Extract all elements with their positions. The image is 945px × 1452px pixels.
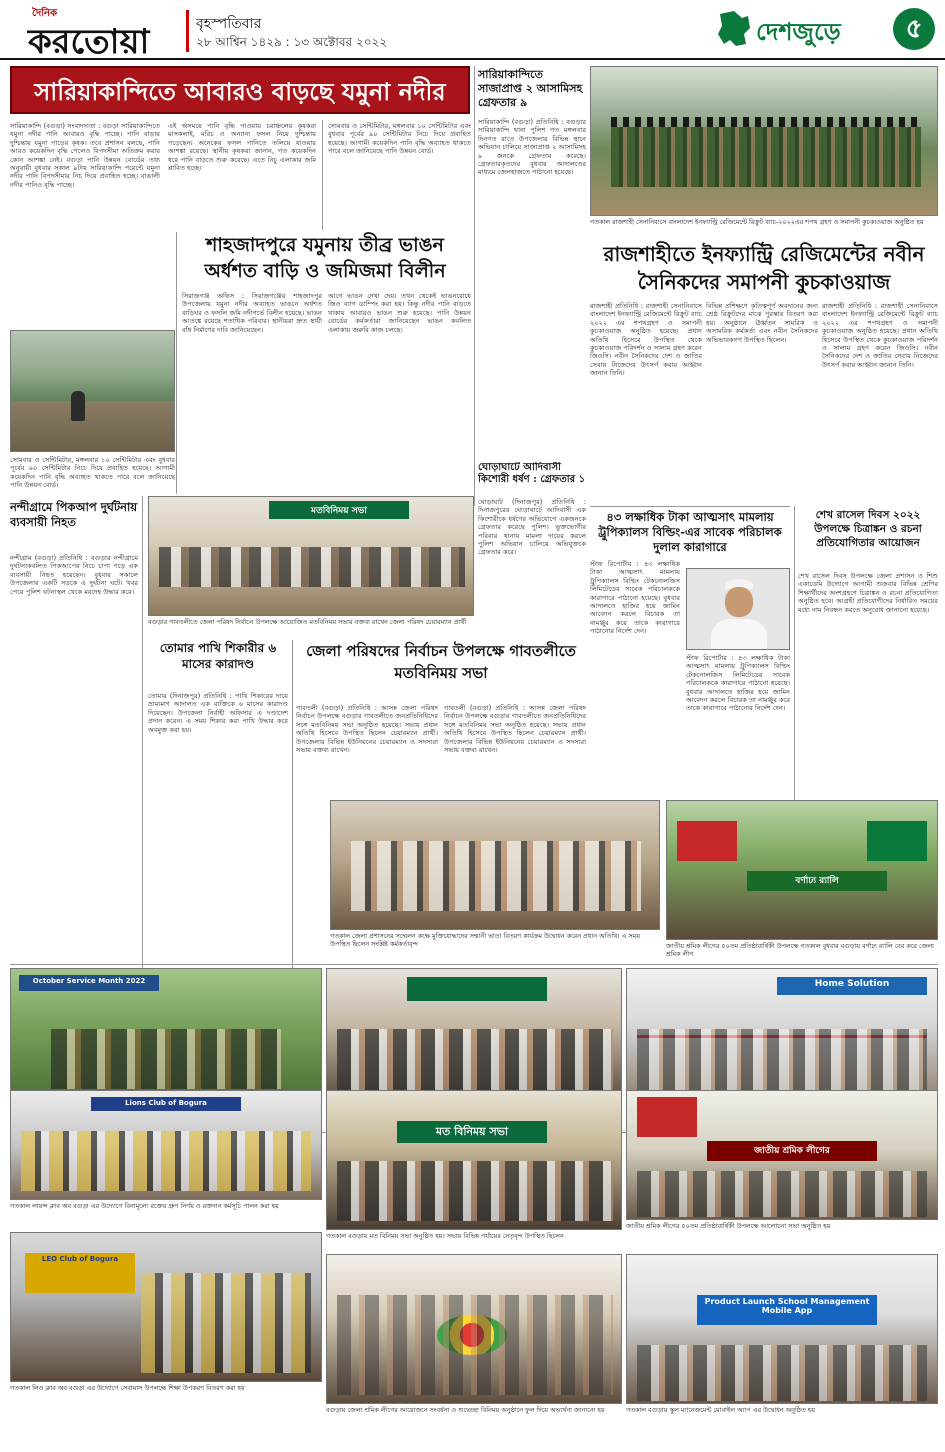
- column-rule: [794, 506, 795, 800]
- launch-guests: [637, 1345, 927, 1401]
- page-number: ৫: [893, 8, 935, 50]
- headline-a1: সারিয়াকান্দিতে আবারও বাড়ছে যমুনা নদীর: [10, 66, 470, 114]
- bangladesh-map-icon: [712, 8, 754, 50]
- home-solution-banner: Home Solution: [777, 977, 927, 995]
- header-divider: [186, 10, 189, 52]
- labour-league-photo: [626, 1090, 938, 1220]
- labour-league-caption: জাতীয় শ্রমিক লীগের ৫০তম প্রতিষ্ঠাবার্ষিকী উপলক্ষে আলোচনা সভা অনুষ্ঠিত হয়: [626, 1222, 831, 1230]
- audience-group: [337, 1029, 613, 1099]
- riverbank-shape: [11, 401, 175, 452]
- article-a1-body-2: এই অসময়ে পানি বৃদ্ধি পাওয়ায় চরাঞ্চলের কৃষকরা মাসকলাই, মরিচ ও অন্যান্য ফসল নিয়ে দুশ্চিন্তায় পড়েছেন। অনেকের ফসল পানিতে তলিয়ে যাওয়ার আশঙ্কা রয়েছে। স্থানীয় কৃষকরা জানান, গত কয়েকদিন ধরে পানি বাড়তে শুরু করেছে। এতে নিচু এলাকার জমি প্লাবিত হচ্ছে।: [168, 122, 316, 173]
- column-rule: [322, 120, 323, 230]
- parade-caption: গতকাল রাজশাহী সেনানিবাসে বাংলাদেশ ইনফ্যান্ট্রি রেজিমেন্টে রিক্রুট ব্যাচ-২০২২এর শপথ গ্রহণ ও সমাপনী কুচকাওয়াজ অনুষ্ঠিত হয়: [590, 218, 924, 226]
- face-shape: [725, 587, 753, 617]
- leo-club-photo: [10, 1232, 322, 1382]
- article-a3-body: সারিয়াকান্দি (বগুড়া) প্রতিনিধি : বগুড়ার সারিয়াকান্দি থানা পুলিশ গত মঙ্গলবার দিনগত রাতে উপজেলার বিভিন্ন স্থানে অভিযান চালিয়ে সাজাপ্রাপ্ত ২ আসামিসহ ৯ জনকে গ্রেফতার করেছে। গ্রেফতারকৃতদের বুধবার আদালতের মাধ্যমে জেলহাজতে পাঠানো হয়েছে।: [478, 118, 586, 177]
- issue-date: ২৮ আশ্বিন ১৪২৯ : ১৩ অক্টোবর ২০২২: [196, 35, 388, 49]
- article-a6-body: শেখ রাসেল দিবস উপলক্ষে জেলা প্রশাসন ও শিশু একাডেমি উদ্যোগে আগামী শুক্রবার বিভিন্ন শ্রেণির শিক্ষার্থীদের অংশগ্রহণে চিত্রাঙ্কন ও রচনা প্রতিযোগিতা অনুষ্ঠিত হবে। আগ্রহী প্রতিযোগীদের নির্ধারিত সময়ের মধ্যে নাম নিবন্ধন করতে অনুরোধ জানানো হয়েছে।: [798, 572, 938, 614]
- labour-rally-caption: জাতীয় শ্রমিক লীগের ৫০তম প্রতিষ্ঠাবার্ষিকী উপলক্ষে গতকাল বুধবার বগুড়ায় বর্ণাঢ্য র‍্যালি বের করে জেলা শ্রমিক লীগ: [666, 942, 934, 958]
- article-a5-body-3: রাজশাহী প্রতিনিধি : রাজশাহী সেনানিবাসে বাংলাদেশ ইনফ্যান্ট্রি রেজিমেন্টে রিক্রুট ব্যাচ ২০২২ এর শপথগ্রহণ ও সমাপনী কুচকাওয়াজ অনুষ্ঠিত হয়েছে। প্রধান অতিথি হিসেবে উপস্থিত থেকে কুচকাওয়াজ পরিদর্শন ও সালাম গ্রহণ করেন জিওসি। নবীন সৈনিকদের দেশ ও জাতির সেবায় নিজেদের উৎসর্গ করার আহ্বান জানান তিনি।: [822, 302, 938, 369]
- headline-a2: শাহজাদপুরে যমুনায় তীব্র ভাঙন অর্ধশত বাড়ি ও জমিজমা বিলীন: [204, 234, 446, 282]
- views-exchange-photo: [326, 1090, 622, 1230]
- jubodal-photo: [326, 968, 622, 1108]
- article-a10-body-2: গাবতলী (বগুড়া) প্রতিনিধি : আসন্ন জেলা পরিষদ নির্বাচন উপলক্ষে বগুড়ার গাবতলীতে জনপ্রতিনিধিদের সঙ্গে মতবিনিময় সভা অনুষ্ঠিত হয়েছে। সভায় প্রধান অতিথি হিসেবে উপস্থিত ছিলেন চেয়ারম্যান প্রার্থী। উপজেলার বিভিন্ন ইউনিয়নের চেয়ারম্যান ও সদস্যরা সভায় বক্তব্য রাখেন।: [444, 704, 586, 755]
- participants: [337, 1295, 613, 1395]
- red-flag: [677, 821, 737, 861]
- article-a7-body-2: স্টাফ রিপোর্টার : ৪৩ লক্ষাধিক টাকা আত্মসাৎ মামলায় ট্রুপিক্যালস বিল্ডিং টেকনোলজিস লিমিটেডের সাবেক পরিচালককে কারাগারে পাঠানো হয়েছে। বুধবার আদালতে হাজির হয়ে জামিন আবেদন করলে বিচারক তা নামঞ্জুর করে তাকে কারাগারে পাঠানোর নির্দেশ দেন।: [686, 654, 790, 713]
- masthead: [0, 0, 945, 60]
- headline-a3: সারিয়াকান্দিতে সাজাপ্রাপ্ত ২ আসামিসহ গ্রেফতার ৯: [478, 68, 583, 109]
- blood-grouping-photo: [10, 1090, 322, 1200]
- article-a2-body-2: আগে ভাঙন দেখা দেয়। তখন থেকেই ভাঙনরোধে জিও ব্যাগ ডাম্পিং করা হয়। কিন্তু নদীর পানি বাড়তে থাকায় আবারও ভাঙন শুরু হয়েছে। পানি উন্নয়ন বোর্ডের কর্মকর্তারা জানিয়েছেন ভাঙন কবলিত এলাকায় জরুরি কাজ চলছে।: [328, 292, 471, 334]
- home-solution-photo: [626, 968, 938, 1108]
- people-group: [351, 841, 641, 911]
- tree-plantation-photo: [10, 968, 322, 1108]
- green-flag: [867, 821, 927, 861]
- views-exchange-banner: মত বিনিময় সভা: [397, 1121, 547, 1143]
- column-rule: [474, 66, 475, 506]
- column-rule: [292, 640, 293, 996]
- person-figure: [71, 391, 85, 421]
- newspaper-logo: করতোয়া: [28, 22, 150, 62]
- article-a2-body: সিরাজগঞ্জ অফিস : সিরাজগঞ্জের শাহজাদপুর উপজেলায় যমুনা নদীর অব্যাহত ভাঙনে অর্ধশত বাড়িঘর ও ফসলি জমি নদীগর্ভে বিলীন হয়েছে। ভাঙন আতঙ্কে রয়েছে শতাধিক পরিবার। স্থানীয়রা দ্রুত স্থায়ী বাঁধ নির্মাণের দাবি জানিয়েছেন।: [182, 292, 322, 334]
- lions-banner: Lions Club of Bogura: [91, 1097, 241, 1111]
- labour-rally-photo: [666, 800, 938, 940]
- jubodal-banner: [407, 977, 547, 1001]
- volunteers-group: [51, 1029, 281, 1089]
- article-a1-body-3: সোমবার ও সেন্টিমিটার, মঙ্গলবার ১০ সেন্টিমিটার এবং বুধবার পূর্বের ৯০ সেন্টিমিটার নিচে দিয়ে প্রবাহিত হয়েছে। আগামী কয়েকদিন পানি বৃদ্ধি অব্যাহত থাকতে পারে বলে জানিয়েছে পানি উন্নয়ন বোর্ড।: [328, 122, 471, 156]
- volunteers-row: [21, 1131, 311, 1191]
- blood-grouping-caption: গতকাল লায়ন্স ক্লাব অব বগুড়া এর উদ্যোগে বিনামূল্যে রক্তের গ্রুপ নির্ণয় ও রক্তদান কর্মসূচি পালন করা হয়: [10, 1202, 279, 1210]
- article-a1-body: সারিয়াকান্দি (বগুড়া) সংবাদদাতা : বগুড়া সারিয়াকান্দিতে যমুনা নদীর পানি আবারও বৃদ্ধি পাচ্ছে। পানি বাড়ায় দুশ্চিন্তায় যমুনা পাড়ের কৃষক। তবে প্রশাসন বলছে, পানি আরও কয়েকদিন বৃদ্ধি পেলেও বিপদসীমা অতিক্রম করার কোন আশঙ্কা নেই। বগুড়া পানি উন্নয়ন বোর্ডের তথ্য অনুযায়ী বুধবার সকাল ৯টায় সারিয়াকান্দি পয়েন্টে যমুনা নদীর পানি বিপদসীমার নিচ দিয়ে প্রবাহিত হচ্ছে। বাঙালী নদীর পানিও বৃদ্ধি পাচ্ছে।: [10, 122, 160, 189]
- rally-banner: বর্ণাঢ্য র‍্যালি: [747, 871, 887, 891]
- article-a10-body: গাবতলী (বগুড়া) প্রতিনিধি : আসন্ন জেলা পরিষদ নির্বাচন উপলক্ষে বগুড়ার গাবতলীতে জনপ্রতিনিধিদের সঙ্গে মতবিনিময় সভা অনুষ্ঠিত হয়েছে। সভায় প্রধান অতিথি হিসেবে উপস্থিত ছিলেন চেয়ারম্যান প্রার্থী। উপজেলার বিভিন্ন ইউনিয়নের চেয়ারম্যান ও সদস্যরা সভায় বক্তব্য রাখেন।: [296, 704, 438, 755]
- volunteers-standing: [141, 1273, 311, 1373]
- leo-banner: LEO Club of Bogura: [25, 1253, 135, 1293]
- headline-a10: জেলা পরিষদের নির্বাচন উপলক্ষে গাবতলীতে মতবিনিময় সভা: [306, 642, 576, 682]
- shirt-shape: [711, 619, 767, 650]
- row-rule: [10, 964, 938, 965]
- headline-a8: নন্দীগ্রামে পিকআপ দুর্ঘটনায় ব্যবসায়ী নিহত: [10, 500, 138, 529]
- service-month-banner: October Service Month 2022: [19, 975, 159, 991]
- district-office-photo: [330, 800, 660, 930]
- gabtali-photo-caption: বগুড়ার গাবতলীতে জেলা পরিষদ নির্বাচন উপলক্ষে আয়োজিত মতবিনিময় সভায় বক্তব্য রাখেন জেলা পরিষদ চেয়ারম্যান প্রার্থী: [148, 618, 467, 626]
- app-launch-banner: Product Launch School Management Mobile App: [697, 1295, 877, 1325]
- soldiers-rows: [611, 127, 921, 187]
- leo-club-caption: গতকাল লিও ক্লাব অব বগুড়া এর উদ্যোগে সেবামাস উপলক্ষে শিক্ষা উপকরণ বিতরণ করা হয়: [10, 1384, 245, 1392]
- leaders-row: [637, 1171, 927, 1217]
- meeting-banner: মতবিনিময় সভা: [269, 501, 409, 519]
- article-a8-body: নন্দীগ্রাম (বগুড়া) প্রতিনিধি : বগুড়ার নন্দীগ্রামে দুর্ঘটনাকবলিত পিকআপের নিচে চাপা পড়ে এক ব্যবসায়ী নিহত হয়েছেন। বুধবার সকালে উপজেলার একটি সড়কে এ দুর্ঘটনা ঘটে। খবর পেয়ে পুলিশ ঘটনাস্থল থেকে মরদেহ উদ্ধার করে।: [10, 554, 138, 596]
- column-rule: [142, 496, 143, 996]
- headline-a4: ঘোড়াঘাটে আদিবাসী কিশোরী ধর্ষণ : গ্রেফতার ১: [478, 462, 586, 485]
- column-rule: [176, 232, 177, 494]
- article-a5-body: রাজশাহী প্রতিনিধি : রাজশাহী সেনানিবাসে বাংলাদেশ ইনফ্যান্ট্রি রেজিমেন্টে রিক্রুট ব্যাচ ২০২২ এর শপথগ্রহণ ও সমাপনী কুচকাওয়াজ অনুষ্ঠিত হয়েছে। প্রধান অতিথি হিসেবে উপস্থিত থেকে কুচকাওয়াজ পরিদর্শন ও সালাম গ্রহণ করেন জিওসি। নবীন সৈনিকদের দেশ ও জাতির সেবায় নিজেদের উৎসর্গ করার আহ্বান জানান তিনি।: [590, 302, 702, 378]
- felicitation-caption: বগুড়ায় জেলা শ্রমিক লীগের আয়োজনে সংবর্ধনা ও শুভেচ্ছা বিনিময় অনুষ্ঠানে ফুল দিয়ে অভ্যর্থনা জানানো হয়: [326, 1406, 605, 1414]
- district-office-caption: গতকাল জেলা প্রশাসনের সম্মেলন কক্ষে মুক্তিযোদ্ধাদের সম্মানী ভাতা বিতরণ কার্যক্রম উদ্বোধন করেন প্রধান অতিথি। এ সময় উপস্থিত ছিলেন সংশ্লিষ্ট কর্মকর্তাবৃন্দ: [330, 932, 640, 948]
- article-a4-body: ঘোড়াঘাট (দিনাজপুর) প্রতিনিধি : দিনাজপুরের ঘোড়াঘাটে আদিবাসী এক কিশোরীকে ধর্ষণের অভিযোগে একজনকে গ্রেফতার করেছে পুলিশ। ভুক্তভোগীর পরিবার থানায় মামলা দায়ের করলে পুলিশ অভিযান চালিয়ে অভিযুক্তকে গ্রেফতার করে।: [478, 498, 586, 557]
- parade-photo: [590, 66, 938, 216]
- app-launch-photo: [626, 1254, 938, 1404]
- soldier-caps: [611, 117, 921, 127]
- headline-a7: ৪৩ লক্ষাধিক টাকা আত্মসাৎ মামলায় ট্রুপিক্যালস বিল্ডিং-এর সাবেক পরিচালক দুলাল কারাগারে: [598, 510, 782, 554]
- section-title: দেশজুড়ে: [756, 17, 841, 46]
- headline-a5: রাজশাহীতে ইনফ্যান্ট্রি রেজিমেন্টের নবীন সৈনিকদের সমাপনী কুচকাওয়াজ: [603, 242, 925, 294]
- felicitation-photo: [326, 1254, 622, 1404]
- red-flag: [637, 1097, 697, 1137]
- views-exchange-caption: গতকাল বগুড়ায় মত বিনিময় সভা অনুষ্ঠিত হয়। সভায় বিভিন্ন পর্যায়ের নেতৃবৃন্দ উপস্থিত ছিলেন: [326, 1232, 564, 1240]
- article-a1-continued: সোমবার ও সেন্টিমিটার, মঙ্গলবার ১০ সেন্টিমিটার এবং বুধবার পূর্বের ৯০ সেন্টিমিটার নিচে দিয়ে প্রবাহিত হয়েছে। আগামী কয়েকদিন পানি বৃদ্ধি অব্যাহত থাকতে পারে বলে জানিয়েছে পানি উন্নয়ন বোর্ড।: [10, 456, 175, 490]
- flood-photo: [10, 330, 175, 452]
- article-a9-body: তোমার (দিনাজপুর) প্রতিনিধি : পাখি শিকারের দায়ে ভ্রাম্যমাণ আদালত এক ব্যক্তিকে ৬ মাসের কারাদণ্ড দিয়েছেন। উপজেলা নির্বাহী অফিসার এ দণ্ডাদেশ প্রদান করেন। এ সময় শিকার করা পাখি উদ্ধার করে অবমুক্ত করা হয়।: [148, 692, 288, 734]
- gabtali-meeting-photo: [148, 496, 474, 616]
- seated-people: [159, 547, 465, 587]
- article-a7-body: স্টাফ রিপোর্টার : ৪৩ লক্ষাধিক টাকা আত্মসাৎ মামলায় ট্রুপিক্যালস বিল্ডিং টেকনোলজিস লিমিটেডের সাবেক পরিচালককে কারাগারে পাঠানো হয়েছে। বুধবার আদালতে হাজির হয়ে জামিন আবেদন করলে বিচারক তা নামঞ্জুর করে তাকে কারাগারে পাঠানোর নির্দেশ দেন।: [590, 560, 680, 636]
- labour-league-banner: জাতীয় শ্রমিক লীগের: [707, 1141, 877, 1161]
- app-launch-caption: গতকাল বগুড়ায় স্কুল ম্যানেজমেন্ট মোবাইল অ্যাপ এর উদ্বোধন অনুষ্ঠিত হয়: [626, 1406, 815, 1414]
- meeting-attendees: [337, 1161, 613, 1221]
- issue-day: বৃহস্পতিবার: [196, 16, 262, 32]
- headline-a6: শেখ রাসেল দিবস ২০২২ উপলক্ষে চিত্রাঙ্কন ও রচনা প্রতিযোগিতার আয়োজন: [814, 509, 922, 549]
- logo-prefix: দৈনিক: [32, 8, 58, 19]
- headline-a9: তোমার পাখি শিকারীর ৬ মাসের কারাদণ্ড: [159, 641, 277, 671]
- article-a5-body-2: বিভিন্ন প্রশিক্ষণে কৃতিত্বপূর্ণ অবদানের জন্য শ্রেষ্ঠ রিক্রুটদের মাঝে পুরস্কার বিতরণ করা হয়। অনুষ্ঠানে ঊর্ধ্বতন সামরিক ও অসামরিক কর্মকর্তা এবং নবীন সৈনিকদের অভিভাবকগণ উপস্থিত ছিলেন।: [706, 302, 818, 344]
- guests-group: [637, 1029, 927, 1099]
- section-rule: [590, 506, 790, 507]
- accused-portrait: [686, 568, 790, 650]
